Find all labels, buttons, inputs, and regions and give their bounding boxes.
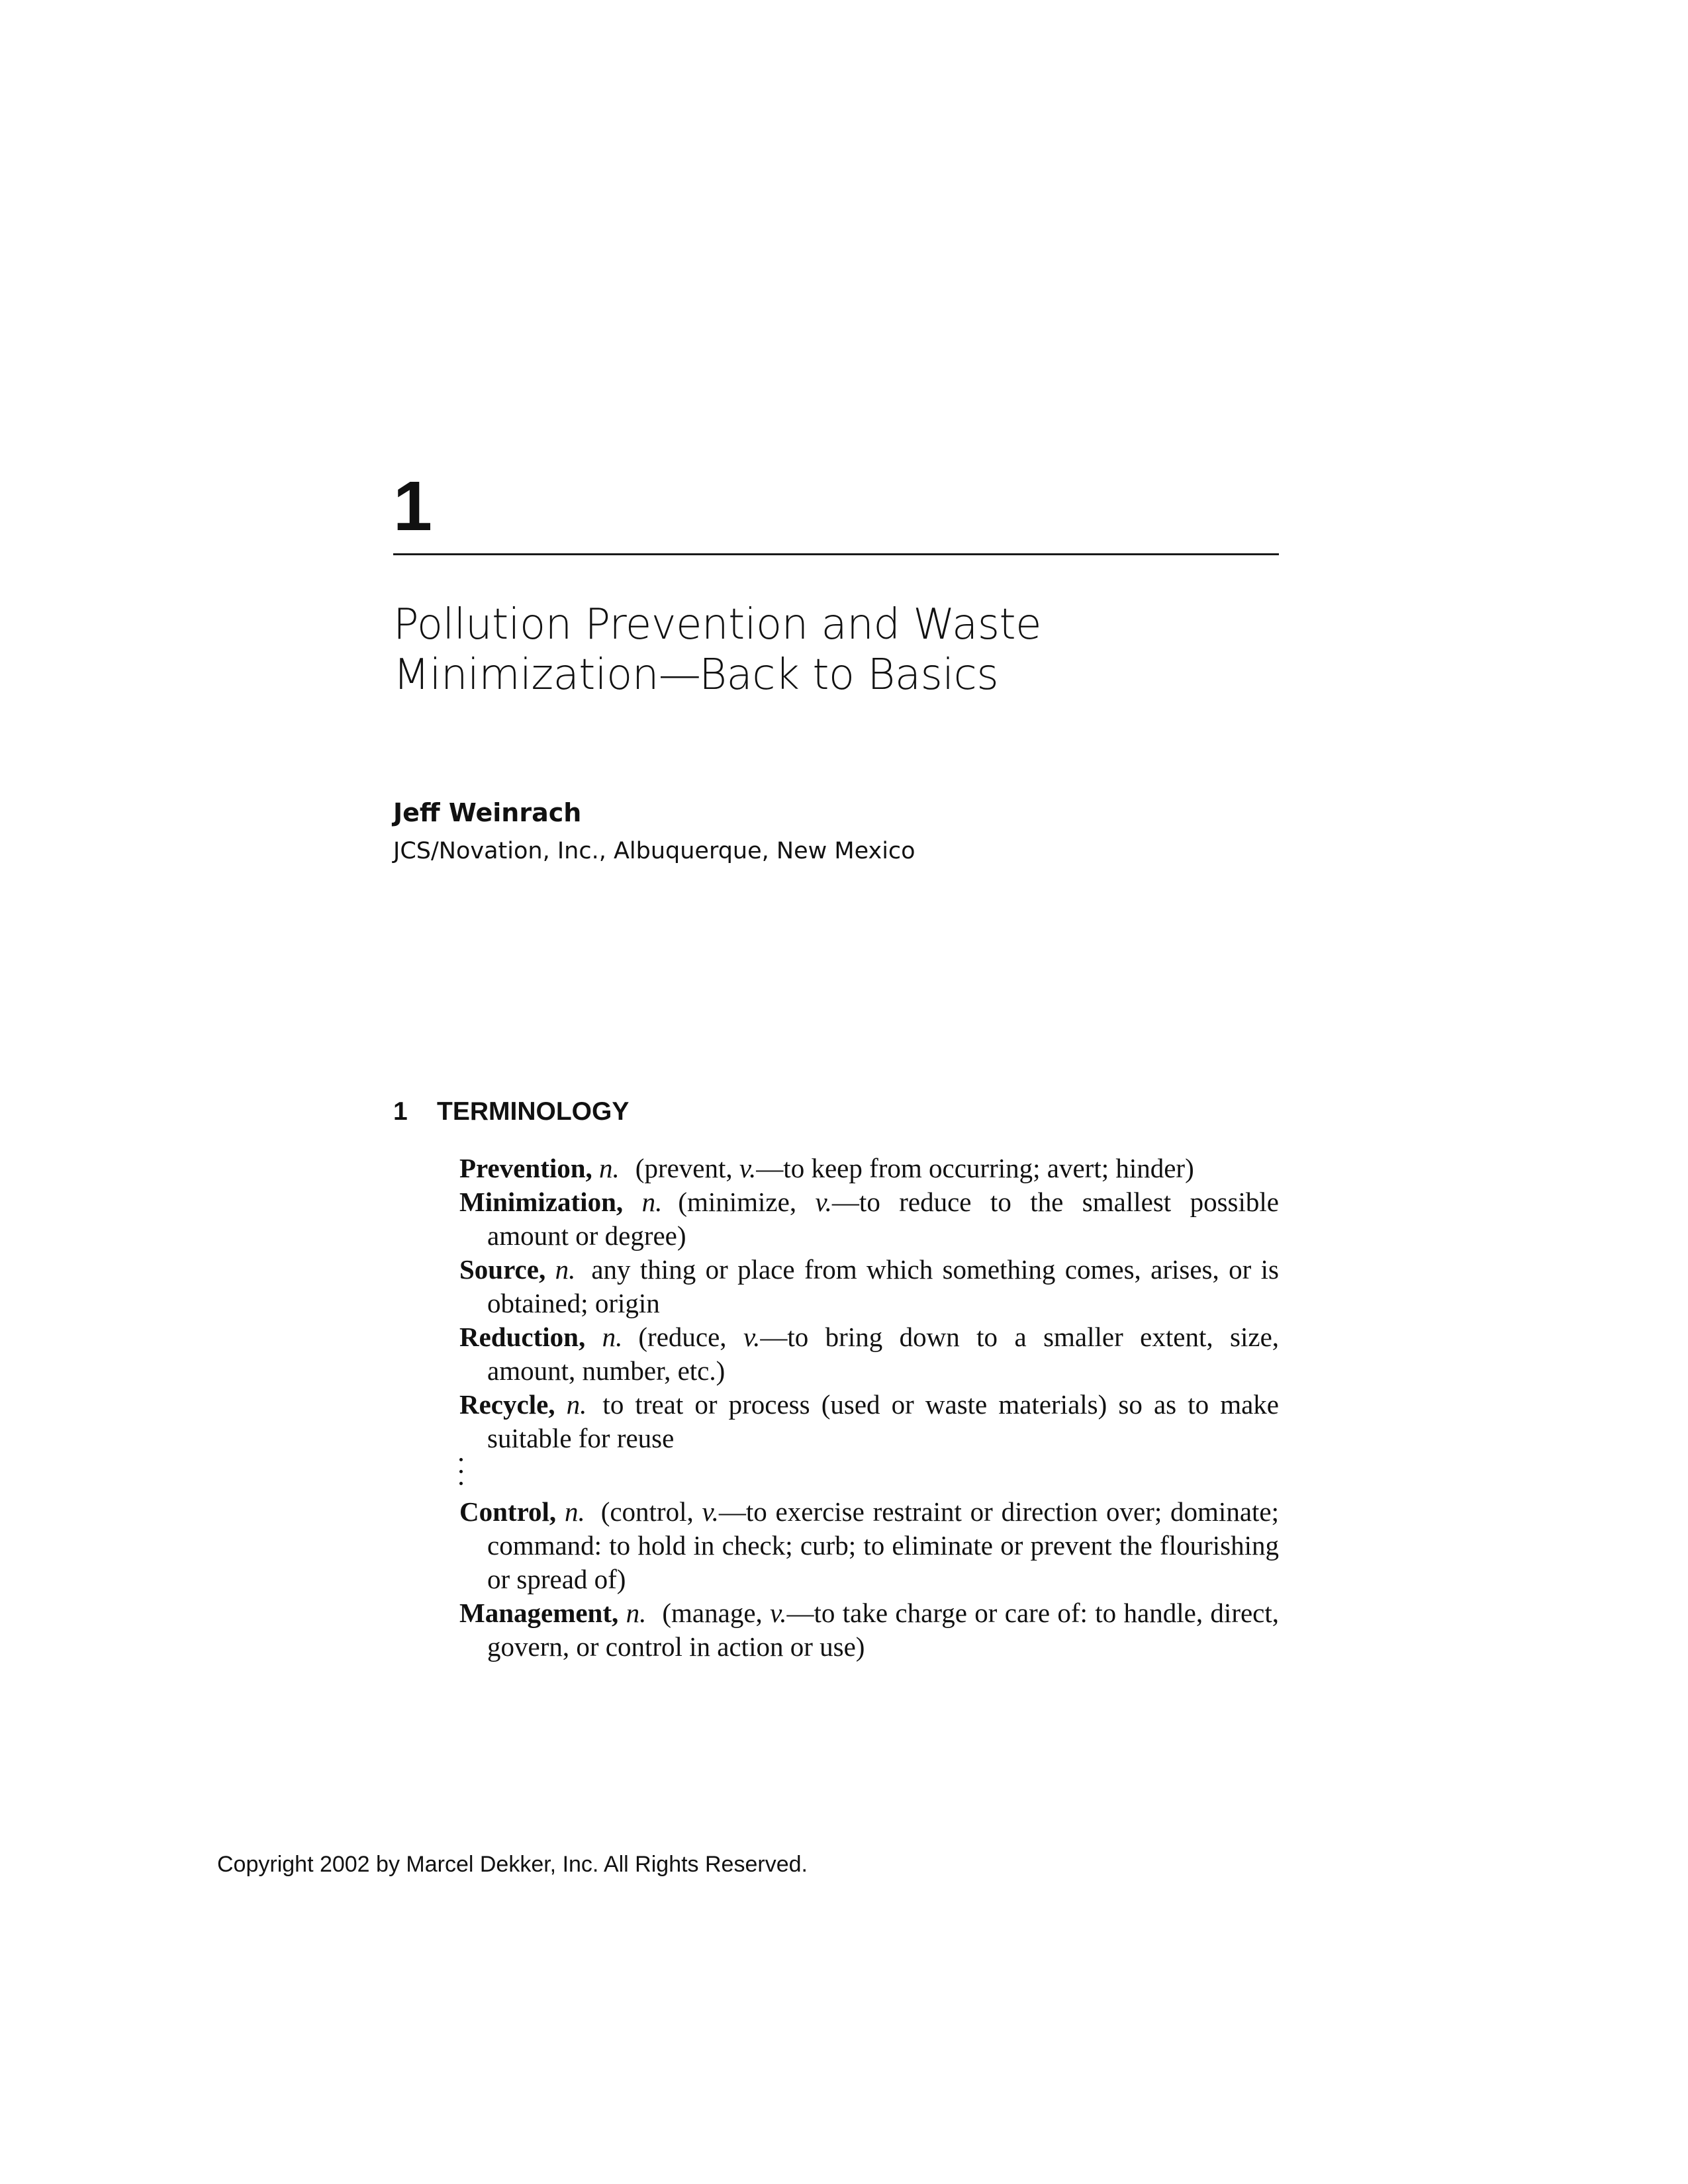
part-of-speech: n.: [599, 1153, 620, 1183]
author-name: Jeff Weinrach: [393, 798, 582, 827]
part-of-speech: n.: [602, 1322, 623, 1352]
definition-text: any thing or place from which something comes, arises, or is obtained; origin: [487, 1254, 1279, 1318]
definition-item: [459, 1253, 1279, 1320]
definition-text: (minimize,: [678, 1187, 816, 1217]
definition-item: [459, 1152, 1279, 1185]
definition-text: (control,: [600, 1496, 702, 1527]
definition-verb-marker: v.: [702, 1496, 719, 1527]
chapter-title-line-2: Minimization—Back to Basics: [393, 651, 999, 700]
definition-verb-marker: v.: [739, 1153, 757, 1183]
definition-term: Management,: [459, 1598, 619, 1628]
definition-term: Source,: [459, 1254, 546, 1285]
definition-term: Recycle,: [459, 1389, 555, 1420]
copyright-notice: Copyright 2002 by Marcel Dekker, Inc. All Rights Reserved.: [217, 1852, 808, 1877]
definition-list: [459, 1152, 1279, 1664]
section-heading: [393, 1096, 629, 1128]
definition-text-rest: —to keep from occurring; avert; hinder): [756, 1153, 1194, 1183]
part-of-speech: n.: [566, 1389, 587, 1420]
definition-text: to treat or process (used or waste materials) so as to make suitable for reuse: [487, 1389, 1280, 1453]
part-of-speech: n.: [564, 1496, 585, 1527]
definition-item: [459, 1596, 1279, 1664]
chapter-number: 1: [393, 467, 432, 545]
section-number: 1: [393, 1097, 408, 1126]
definition-verb-marker: v.: [815, 1187, 832, 1217]
definition-text: (prevent,: [635, 1153, 739, 1183]
definition-item: [459, 1320, 1279, 1388]
definition-verb-marker: v.: [743, 1322, 761, 1352]
part-of-speech: n.: [626, 1598, 647, 1628]
part-of-speech: n.: [641, 1187, 663, 1217]
definition-text-rest: —to exercise restraint or direction over; dominate; command: to hold in check; curb; to eliminate or prevent the flourishing or spread of): [487, 1496, 1280, 1594]
definition-verb-marker: v.: [770, 1598, 787, 1628]
chapter-title-line-1: Pollution Prevention and Waste: [393, 600, 1041, 649]
definition-text: (manage,: [662, 1598, 771, 1628]
vertical-ellipsis-icon: [459, 1458, 465, 1494]
definition-term: Control,: [459, 1496, 557, 1527]
section-title: TERMINOLOGY: [437, 1097, 630, 1126]
definition-item: [459, 1388, 1279, 1455]
definition-term: Prevention,: [459, 1153, 592, 1183]
definition-text: (reduce,: [638, 1322, 743, 1352]
definition-text-rest: —to reduce to the smallest possible amount or degree): [487, 1187, 1279, 1251]
chapter-divider: [393, 553, 1279, 555]
author-affiliation: JCS/Novation, Inc., Albuquerque, New Mexico: [393, 838, 915, 864]
part-of-speech: n.: [555, 1254, 576, 1285]
definition-item: [459, 1495, 1279, 1596]
definition-item: [459, 1185, 1279, 1253]
definition-text-rest: —to bring down to a smaller extent, size, amount, number, etc.): [487, 1322, 1280, 1386]
definition-text-rest: —to take charge or care of: to handle, direct, govern, or control in action or use): [487, 1598, 1280, 1662]
chapter-title: [393, 600, 1279, 700]
vertical-ellipsis: [459, 1455, 1279, 1495]
definition-term: Minimization,: [459, 1187, 624, 1217]
definition-term: Reduction,: [459, 1322, 586, 1352]
